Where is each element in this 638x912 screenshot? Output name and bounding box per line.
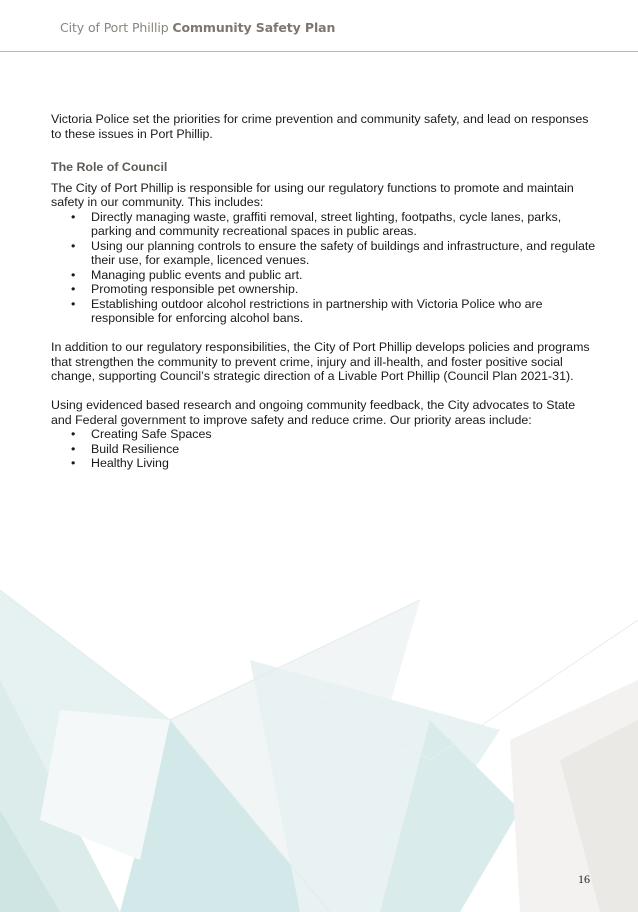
list-item: • Directly managing waste, graffiti removal, street lighting, footpaths, cycle lanes, parks, parking and community recreational spaces in public areas. [51, 210, 596, 239]
header-title-bold: Community Safety Plan [172, 20, 336, 35]
decorative-background [0, 560, 638, 912]
list-item: • Establishing outdoor alcohol restrictions in partnership with Victoria Police who are responsible for enforcing alcohol bans. [51, 297, 596, 326]
list-item: • Build Resilience [51, 442, 596, 457]
header-title [60, 20, 335, 35]
list-item: • Promoting responsible pet ownership. [51, 282, 596, 297]
list-item: • Managing public events and public art. [51, 268, 596, 283]
addition-paragraph: In addition to our regulatory responsibilities, the City of Port Phillip develops policies and programs that strengthen the community to prevent crime, injury and ill-health, and foster positive social change, supporting Council’s strategic direction of a Livable Port Phillip (Council Plan 2021-31). [51, 340, 590, 383]
page-header [0, 0, 638, 52]
evidence-paragraph: Using evidenced based research and ongoing community feedback, the City advocates to State and Federal government to improve safety and reduce crime. Our priority areas include: [51, 398, 576, 427]
intro-paragraph: Victoria Police set the priorities for crime prevention and community safety, and lead on responses to these issues in Port Phillip. [51, 112, 589, 141]
page-number: 16 [578, 872, 590, 886]
page-content [51, 112, 596, 471]
list-item: • Creating Safe Spaces [51, 427, 596, 442]
priority-list [51, 427, 596, 471]
role-paragraph: The City of Port Phillip is responsible for using our regulatory functions to promote and maintain safety in our community. This includes: [51, 180, 574, 209]
header-title-regular: City of Port Phillip [60, 20, 169, 35]
list-item: • Healthy Living [51, 456, 596, 471]
list-item: • Using our planning controls to ensure the safety of buildings and infrastructure, and regulate their use, for example, licenced venues. [51, 239, 596, 268]
section-heading: The Role of Council [51, 160, 168, 174]
role-list [51, 210, 596, 326]
